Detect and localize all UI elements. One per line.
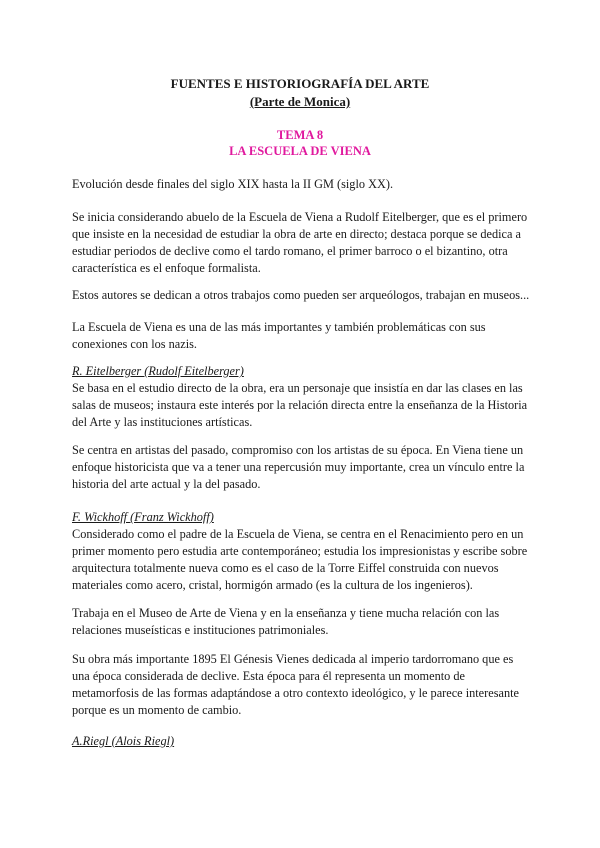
author-heading-eitelberger: R. Eitelberger (Rudolf Eitelberger) <box>72 364 244 378</box>
intro-paragraph: Evolución desde finales del siglo XIX hasta la II GM (siglo XX). <box>72 177 394 191</box>
school-importance-paragraph: La Escuela de Viena es una de las más importantes y también problemáticas con sus conexiones con los nazis. <box>72 320 486 351</box>
eitelberger-paragraph-2: Se centra en artistas del pasado, compromiso con los artistas de su época. En Viena tiene un enfoque historicista que va a tener una repercusión muy importante, crea un vínculo entre la historia del arte actual y la del pasado. <box>72 443 525 491</box>
eitelberger-paragraph-1: Se basa en el estudio directo de la obra, era un personaje que insistía en dar las clases en las salas de museos; instaura este interés por la relación directa entre la enseñanza de la Historia del Arte y las instituciones artísticas. <box>72 381 528 429</box>
author-heading-wickhoff: F. Wickhoff (Franz Wickhoff) <box>72 510 214 524</box>
document-subtitle: (Parte de Monica) <box>249 94 351 109</box>
theme-name: LA ESCUELA DE VIENA <box>229 144 371 158</box>
wickhoff-paragraph-1: Considerado como el padre de la Escuela de Viena, se centra en el Renacimiento pero en un primer momento pero estudia arte contemporáneo; estudia los impresionistas y escribe sobre arquitectura totalmente nueva como es el caso de la Torre Eiffel construida con nuevos materiales como acero, cristal, hormigón armado (es la cultura de los ingenieros). <box>72 527 528 592</box>
wickhoff-paragraph-2: Trabaja en el Museo de Arte de Viena y en la enseñanza y tiene mucha relación con las relaciones museísticas e instituciones patrimoniales. <box>72 606 500 637</box>
wickhoff-paragraph-3: Su obra más importante 1895 El Génesis Vienes dedicada al imperio tardorromano que es una época considerada de declive. Esta época para él representa un momento de metamorfosis de las formas adaptándose a otro contexto ideológico, y le parece interesante porque es un momento de cambio. <box>72 652 519 717</box>
document-title: FUENTES E HISTORIOGRAFÍA DEL ARTE <box>170 76 430 91</box>
school-origin-paragraph: Se inicia considerando abuelo de la Escuela de Viena a Rudolf Eitelberger, que es el primero que insiste en la necesidad de estudiar la obra de arte en directo; destaca porque se dedica a estudiar periodos de declive como el tardo romano, el primer barroco o el bizantino, otra característica es el enfoque formalista. <box>72 210 528 275</box>
author-heading-riegl: A.Riegl (Alois Riegl) <box>72 734 175 748</box>
theme-number: TEMA 8 <box>276 128 324 142</box>
authors-work-paragraph: Estos autores se dedican a otros trabajos como pueden ser arqueólogos, trabajan en museos... <box>72 288 530 302</box>
